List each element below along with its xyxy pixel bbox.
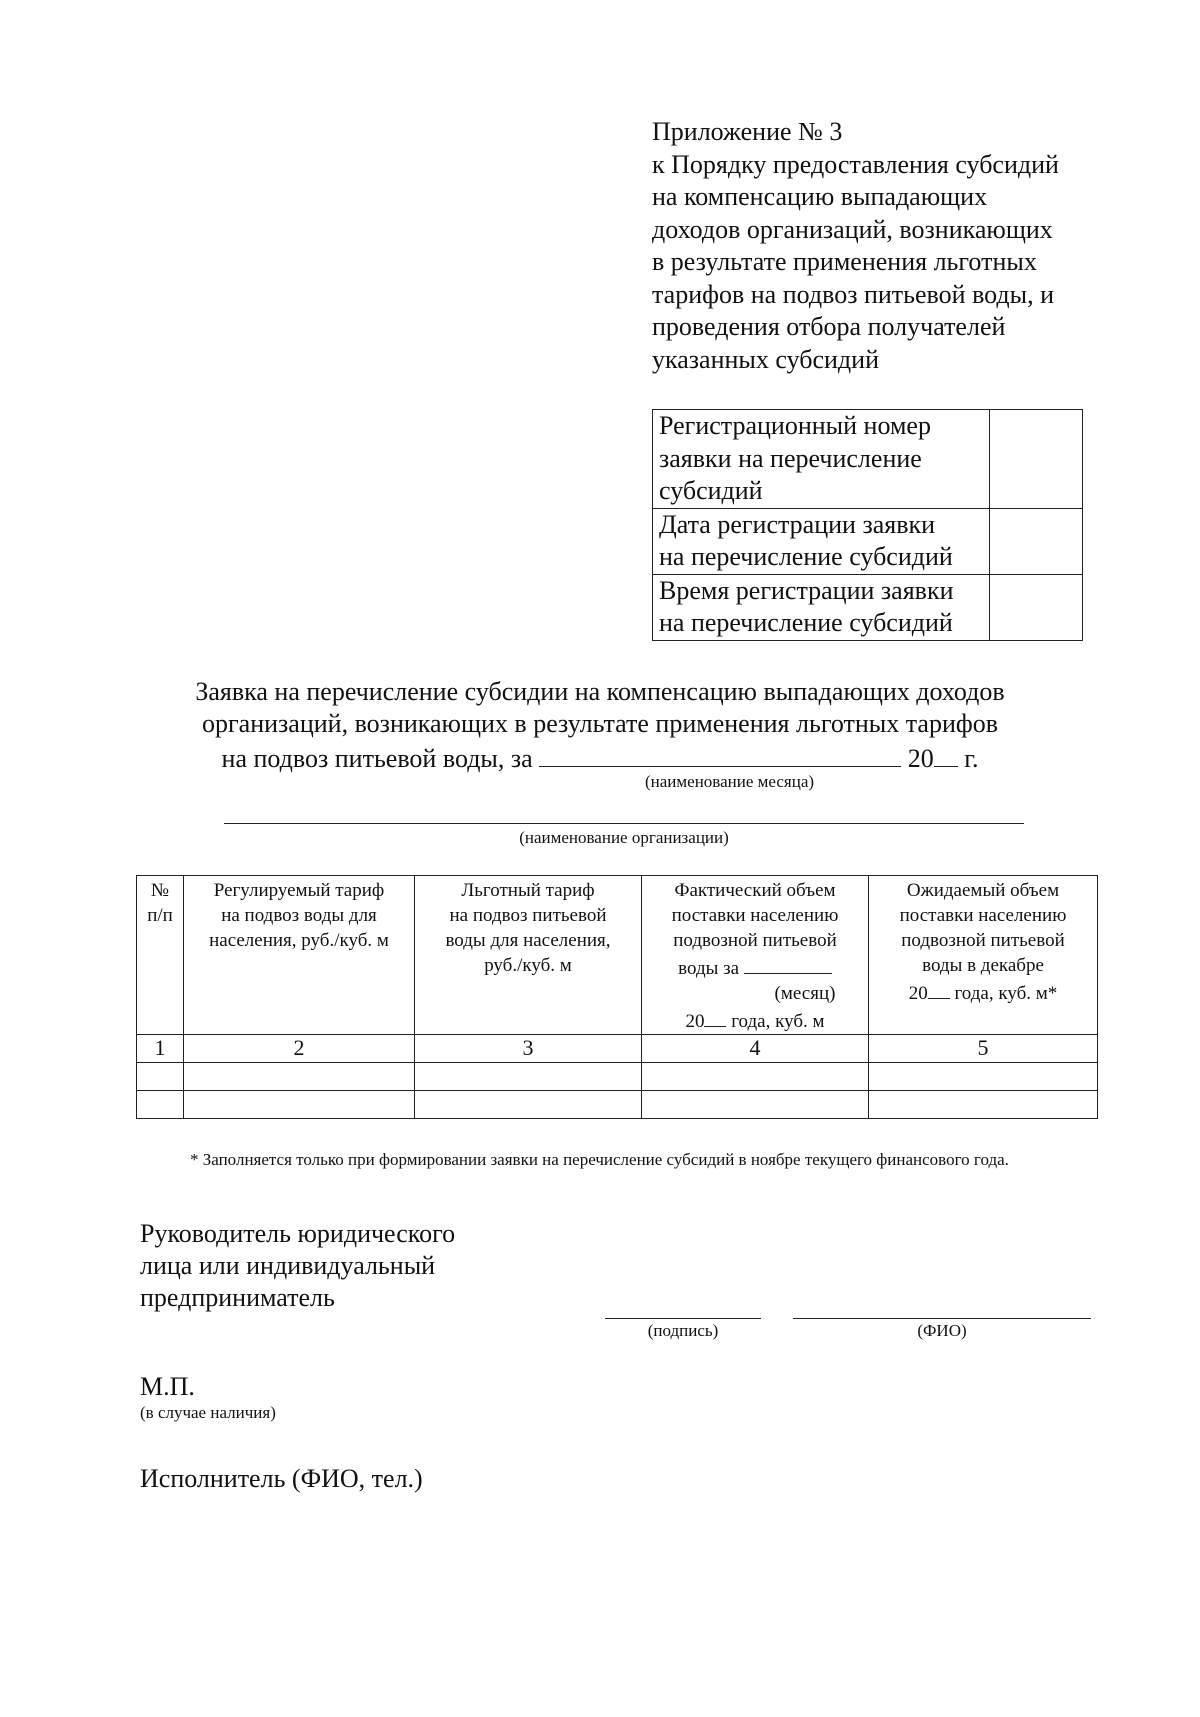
appendix-line: проведения отбора получателей bbox=[652, 312, 1006, 341]
head-line: Руководитель юридического bbox=[140, 1219, 456, 1248]
header-line: руб./куб. м bbox=[484, 955, 572, 976]
header-text: 20 bbox=[685, 1011, 705, 1032]
signature-field[interactable] bbox=[605, 1318, 761, 1319]
header-line bbox=[645, 953, 865, 981]
header-text: года, куб. м* bbox=[954, 983, 1058, 1004]
table-cell[interactable] bbox=[869, 1091, 1098, 1119]
head-line: предприниматель bbox=[140, 1283, 335, 1312]
registration-row-number bbox=[653, 410, 1083, 509]
table-cell[interactable] bbox=[869, 1063, 1098, 1091]
header-cell-number bbox=[137, 876, 184, 1035]
appendix-line: указанных субсидий bbox=[652, 344, 879, 374]
header-line: Регулируемый тариф bbox=[213, 880, 385, 901]
appendix-line: к Порядку предоставления субсидий bbox=[652, 149, 1059, 179]
column-number: 2 bbox=[184, 1035, 415, 1063]
registration-table bbox=[652, 409, 1083, 641]
document-title bbox=[100, 676, 1100, 775]
month-field[interactable] bbox=[539, 740, 901, 767]
organization-caption: (наименование организации) bbox=[519, 828, 729, 847]
header-line: поставки населению bbox=[899, 905, 1067, 926]
year-suffix: г. bbox=[964, 744, 979, 773]
label-line: Время регистрации заявки bbox=[659, 575, 954, 605]
registration-row-time bbox=[653, 574, 1083, 640]
header-line: Ожидаемый объем bbox=[906, 880, 1060, 901]
column-number: 5 bbox=[869, 1035, 1098, 1063]
title-line-3 bbox=[100, 740, 1100, 775]
label-line: на перечисление субсидий bbox=[659, 608, 953, 637]
label-line: субсидий bbox=[659, 476, 763, 505]
header-cell-actual-volume bbox=[642, 876, 869, 1035]
head-line: лица или индивидуальный bbox=[140, 1251, 436, 1280]
registration-date-field[interactable] bbox=[990, 508, 1083, 574]
name-caption: (ФИО) bbox=[917, 1321, 967, 1340]
table-cell[interactable] bbox=[184, 1063, 415, 1091]
title-line: Заявка на перечисление субсидии на компенсацию выпадающих доходов bbox=[195, 677, 1005, 706]
title-prefix: на подвоз питьевой воды, за bbox=[221, 744, 533, 773]
header-line: на подвоз питьевой bbox=[449, 905, 607, 926]
table-cell[interactable] bbox=[415, 1063, 642, 1091]
appendix-line: доходов организаций, возникающих bbox=[652, 214, 1053, 244]
header-line: подвозной питьевой bbox=[673, 930, 837, 951]
header-line: № bbox=[150, 880, 170, 901]
stamp-caption: (в случае наличия) bbox=[140, 1403, 276, 1422]
header-line: воды для населения, bbox=[445, 930, 611, 951]
header-line: п/п bbox=[147, 905, 173, 926]
appendix-line: в результате применения льготных bbox=[652, 247, 1037, 276]
header-cell-regulated-tariff bbox=[184, 876, 415, 1035]
column-number: 1 bbox=[137, 1035, 184, 1063]
year-field[interactable] bbox=[934, 740, 958, 767]
header-line: воды в декабре bbox=[922, 955, 1044, 976]
appendix-line: тарифов на подвоз питьевой воды, и bbox=[652, 279, 1055, 309]
stamp-label: М.П. bbox=[140, 1372, 195, 1401]
registration-row-date bbox=[653, 508, 1083, 574]
month-caption: (наименование месяца) bbox=[645, 772, 815, 791]
registration-label bbox=[653, 574, 990, 640]
header-cell-preferential-tariff bbox=[415, 876, 642, 1035]
header-cell-expected-volume bbox=[869, 876, 1098, 1035]
column-number: 3 bbox=[415, 1035, 642, 1063]
table-row bbox=[137, 1063, 1098, 1091]
organization-field[interactable] bbox=[224, 823, 1024, 824]
column-number-row bbox=[137, 1035, 1098, 1063]
head-title bbox=[140, 1218, 455, 1314]
label-line: на перечисление субсидий bbox=[659, 542, 953, 571]
label-line: Дата регистрации заявки bbox=[659, 509, 936, 539]
table-cell[interactable] bbox=[642, 1063, 869, 1091]
year-blank[interactable] bbox=[704, 1006, 726, 1027]
table-cell[interactable] bbox=[184, 1091, 415, 1119]
footnote: * Заполняется только при формировании заявки на перечисление субсидий в ноябре текущего финансового года. bbox=[190, 1150, 1009, 1169]
month-blank[interactable] bbox=[744, 953, 832, 974]
table-cell[interactable] bbox=[137, 1091, 184, 1119]
label-line: заявки на перечисление bbox=[659, 443, 922, 473]
table-cell[interactable] bbox=[415, 1091, 642, 1119]
signature-caption: (подпись) bbox=[647, 1321, 719, 1340]
table-header-row bbox=[137, 876, 1098, 1035]
header-line bbox=[645, 1006, 865, 1034]
title-line: организаций, возникающих в результате применения льготных тарифов bbox=[202, 709, 998, 738]
header-line: подвозной питьевой bbox=[901, 930, 1065, 951]
appendix-heading bbox=[652, 116, 1122, 376]
table-row bbox=[137, 1091, 1098, 1119]
header-text: 20 bbox=[908, 983, 928, 1004]
registration-label bbox=[653, 508, 990, 574]
name-field[interactable] bbox=[793, 1318, 1091, 1319]
table-cell[interactable] bbox=[137, 1063, 184, 1091]
main-table bbox=[136, 875, 1098, 1119]
registration-label bbox=[653, 410, 990, 509]
registration-number-field[interactable] bbox=[990, 410, 1083, 509]
header-line: поставки населению bbox=[671, 905, 839, 926]
header-text: года, куб. м bbox=[731, 1011, 825, 1032]
header-line bbox=[872, 978, 1094, 1006]
month-hint: (месяц) bbox=[774, 983, 836, 1004]
header-text: воды за bbox=[678, 958, 740, 979]
year-prefix: 20 bbox=[907, 744, 934, 773]
year-blank[interactable] bbox=[928, 978, 950, 999]
appendix-line: Приложение № 3 bbox=[652, 117, 843, 146]
header-line: Фактический объем bbox=[674, 880, 836, 901]
executor-label: Исполнитель (ФИО, тел.) bbox=[140, 1464, 423, 1493]
column-number: 4 bbox=[642, 1035, 869, 1063]
header-line: на подвоз воды для bbox=[221, 905, 377, 926]
header-line: Льготный тариф bbox=[461, 880, 595, 901]
table-cell[interactable] bbox=[642, 1091, 869, 1119]
appendix-line: на компенсацию выпадающих bbox=[652, 182, 988, 211]
header-line: населения, руб./куб. м bbox=[209, 930, 389, 951]
registration-time-field[interactable] bbox=[990, 574, 1083, 640]
label-line: Регистрационный номер bbox=[659, 411, 931, 440]
